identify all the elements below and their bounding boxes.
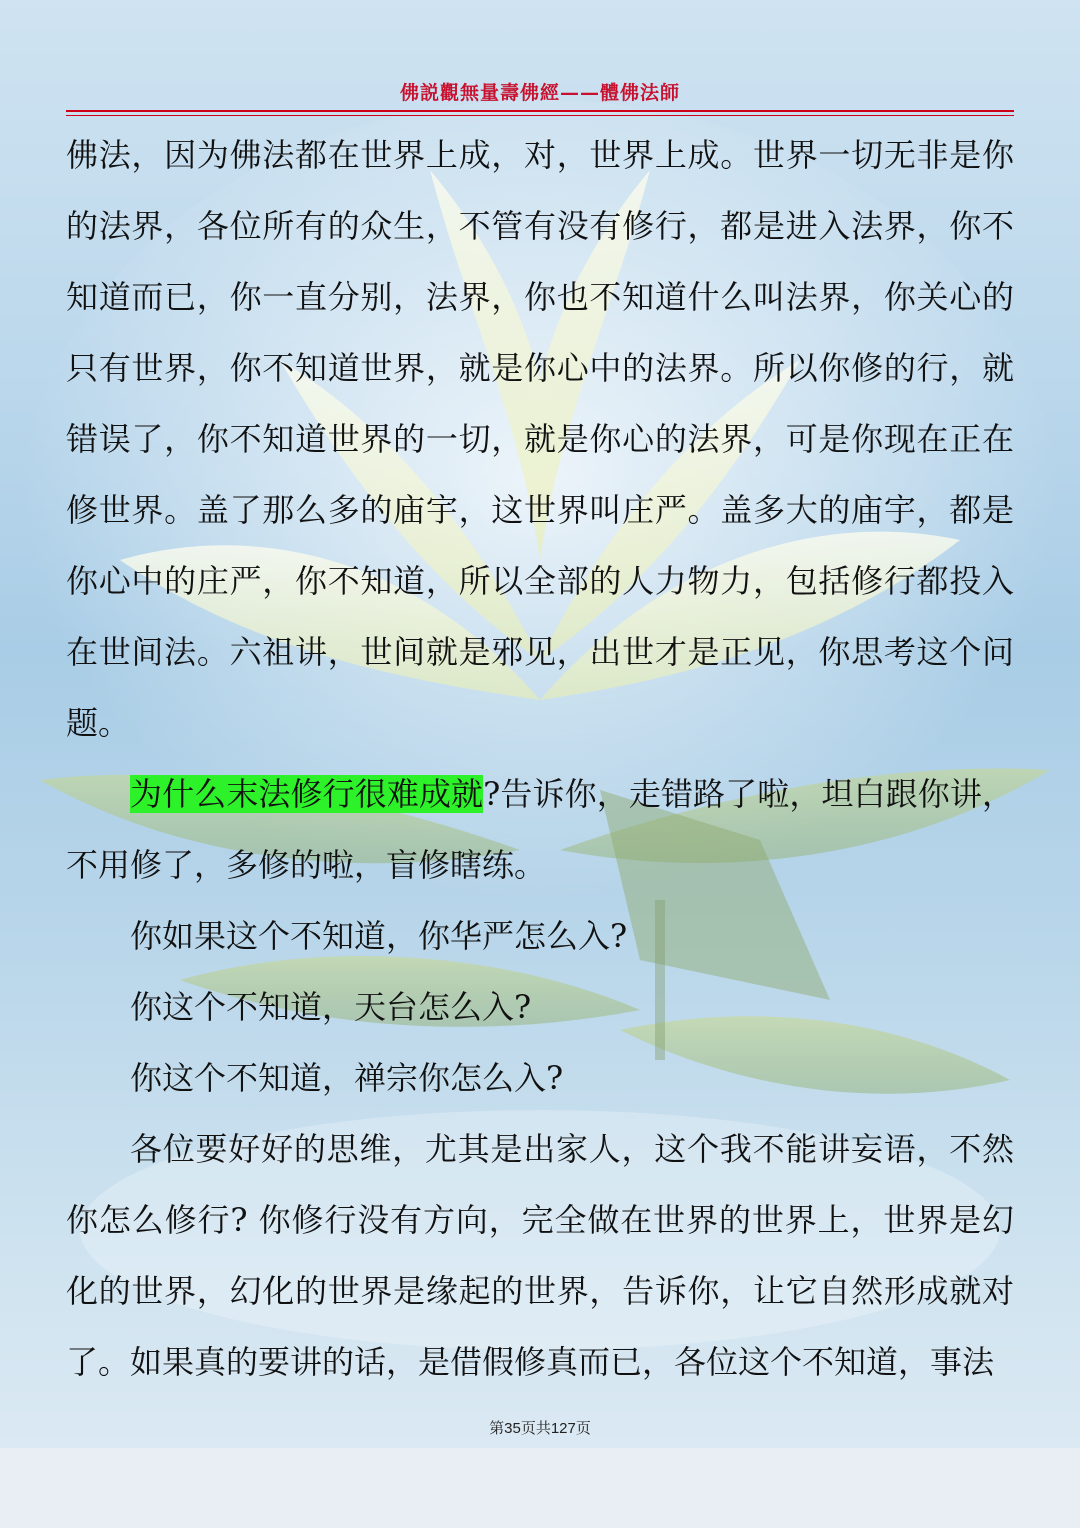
highlighted-question: 为什么末法修行很难成就: [130, 775, 484, 813]
page-bottom-margin: [0, 1448, 1080, 1528]
paragraph: 你如果这个不知道，你华严怎么入?: [130, 917, 628, 955]
header-divider-thick: [66, 110, 1014, 112]
header-divider-thin: [66, 115, 1014, 116]
paragraph: 各位要好好的思维，尤其是出家人，这个我不能讲妄语，不然你怎么修行? 你修行没有方向，完全做在世界的世界上，世界是幻化的世界，幻化的世界是缘起的世界，告诉你，让它自然形成就对了。如果真的要讲的话，是借假修真而已，各位这个不知道，事法: [66, 1130, 1014, 1381]
body-text: [66, 120, 1014, 1398]
page-number-footer: 第35页共127页: [489, 1420, 591, 1437]
paragraph: 你这个不知道，天台怎么入?: [130, 988, 532, 1026]
question-mark: ?: [483, 775, 501, 813]
paragraph: 你这个不知道，禅宗你怎么入?: [130, 1059, 564, 1097]
paragraph: 佛法，因为佛法都在世界上成，对，世界上成。世界一切无非是你的法界，各位所有的众生，不管有没有修行，都是进入法界，你不知道而已，你一直分别，法界，你也不知道什么叫法界，你关心的只有世界，你不知道世界，就是你心中的法界。所以你修的行，就错误了，你不知道世界的一切，就是你心的法界，可是你现在正在修世界。盖了那么多的庙宇，这世界叫庄严。盖多大的庙宇，都是你心中的庄严，你不知道，所以全部的人力物力，包括修行都投入在世间法。六祖讲，世间就是邪见，出世才是正见，你思考这个问题。: [66, 136, 1014, 742]
paragraph: [66, 759, 1014, 901]
paragraph-text: 告诉你，走错路了啦，坦白跟你讲，不用修了，多修的啦，盲修瞎练。: [66, 775, 1014, 884]
page-header-title: 佛説觀無量壽佛經——體佛法師: [399, 82, 680, 104]
